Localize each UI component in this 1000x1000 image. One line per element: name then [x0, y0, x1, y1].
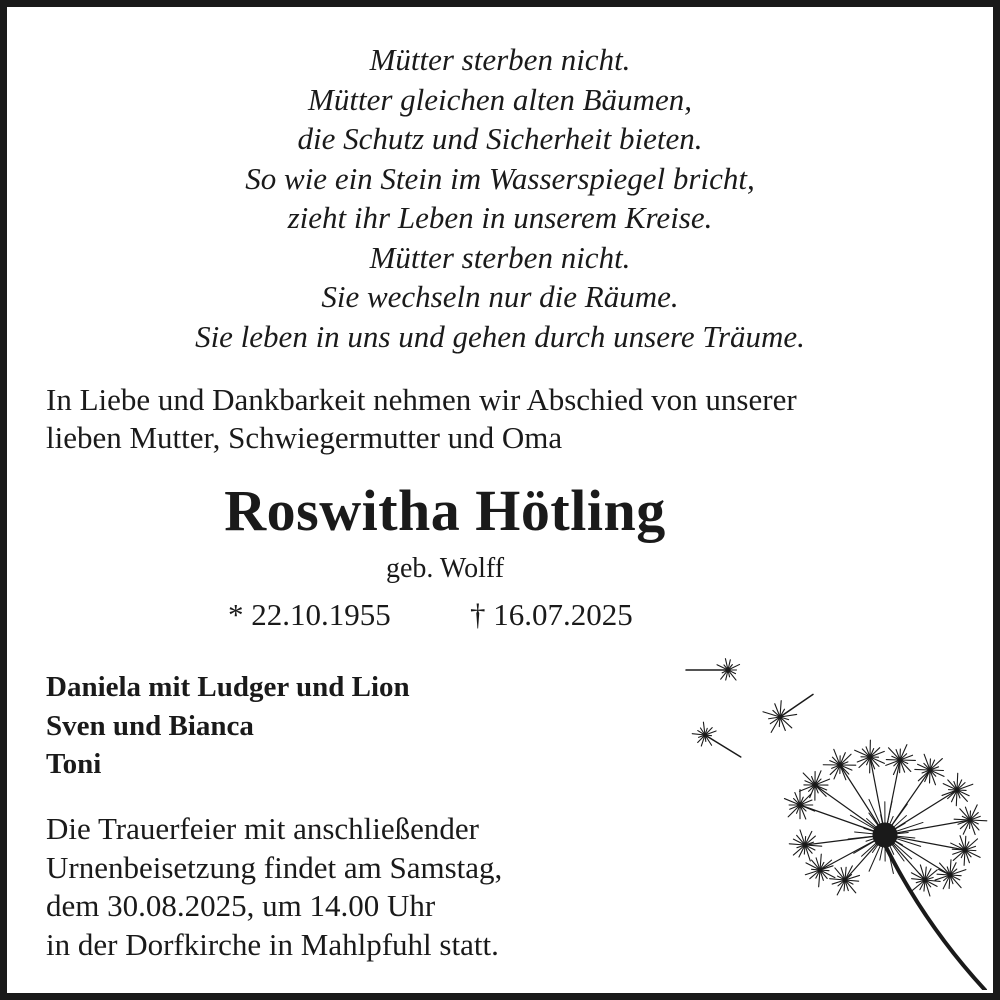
intro-line: In Liebe und Dankbarkeit nehmen wir Abschied von unserer — [46, 382, 797, 417]
poem-line: zieht ihr Leben in unserem Kreise. — [287, 200, 713, 235]
funeral-line: in der Dorfkirche in Mahlpfuhl statt. — [46, 926, 499, 962]
poem-line: Mütter sterben nicht. — [369, 239, 631, 275]
intro-line: lieben Mutter, Schwiegermutter und Oma — [46, 420, 563, 455]
dandelion-icon — [680, 645, 990, 990]
mourners-list — [46, 668, 410, 784]
deceased-name: Roswitha Hötling — [224, 478, 666, 543]
mourner-line: Daniela mit Ludger und Lion — [46, 671, 410, 703]
funeral-details — [46, 810, 502, 964]
birth-date: * 22.10.1955 — [228, 597, 391, 632]
funeral-line: Urnenbeisetzung findet am Samstag, — [46, 849, 503, 885]
poem-line: die Schutz und Sicherheit bieten. — [297, 121, 703, 156]
mourner-line: Sven und Bianca — [46, 709, 254, 742]
poem-line: Mütter gleichen alten Bäumen, — [308, 81, 692, 117]
poem-line: Sie leben in uns und gehen durch unsere Träume. — [195, 318, 805, 354]
memorial-poem — [0, 40, 1000, 356]
farewell-intro — [46, 381, 797, 457]
mourner-line: Toni — [46, 748, 102, 780]
funeral-line: dem 30.08.2025, um 14.00 Uhr — [46, 888, 436, 923]
poem-line: Mütter sterben nicht. — [369, 42, 631, 77]
maiden-name: geb. Wolff — [385, 553, 505, 584]
funeral-line: Die Trauerfeier mit anschließender — [46, 811, 479, 846]
death-date: † 16.07.2025 — [470, 597, 633, 632]
poem-line: So wie ein Stein im Wasserspiegel bricht, — [245, 160, 755, 196]
poem-line: Sie wechseln nur die Räume. — [321, 279, 679, 314]
